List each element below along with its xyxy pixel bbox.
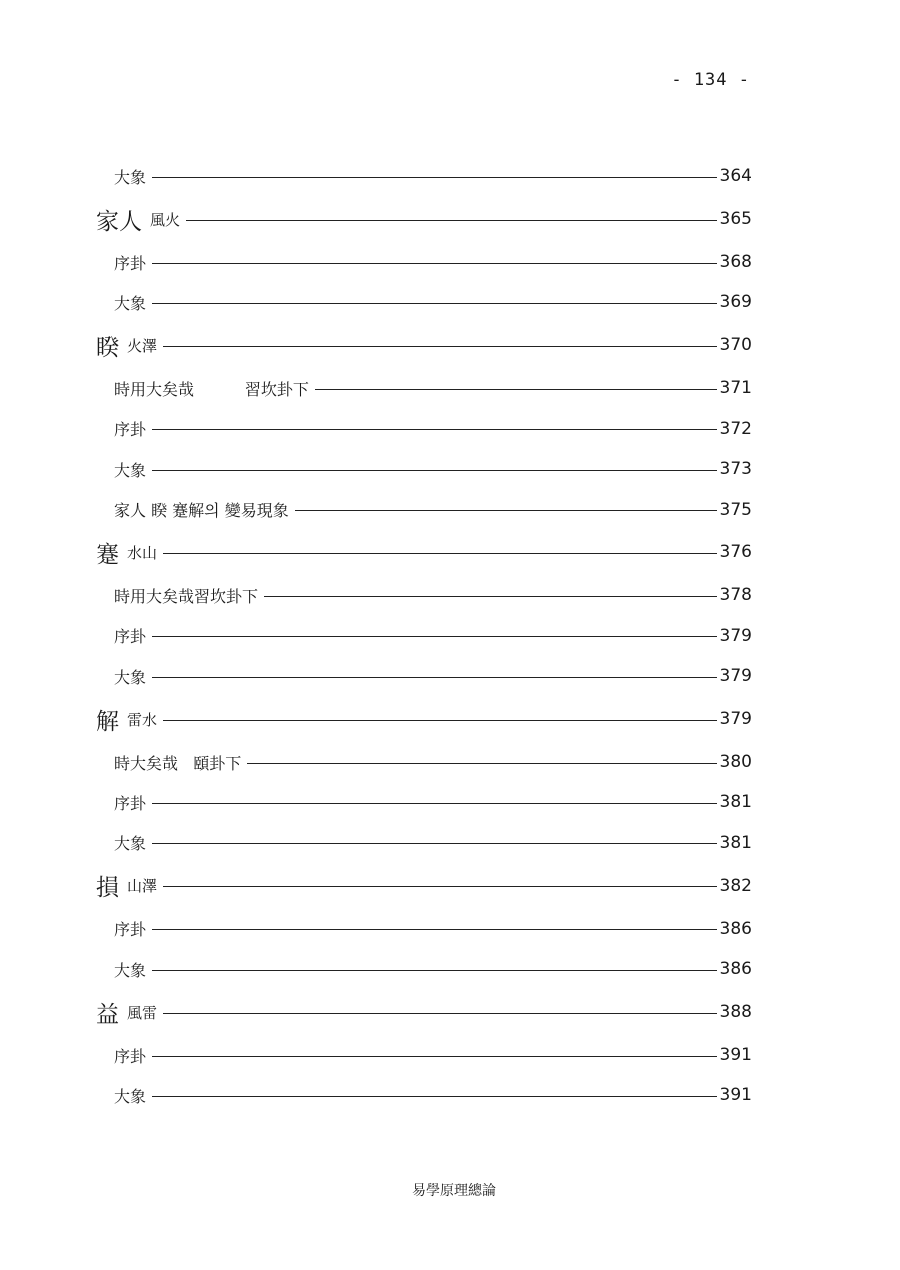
toc-hexagram-entry[interactable] <box>96 863 752 909</box>
page-ref: 378 <box>719 585 752 606</box>
entry-label: 序卦 <box>114 253 147 273</box>
hexagram-name: 睽 <box>96 334 119 361</box>
page-ref: 372 <box>719 418 752 439</box>
entry-label: 序卦 <box>114 793 147 813</box>
hexagram-trigrams: 水山 <box>127 543 158 562</box>
toc-entry[interactable] <box>96 782 752 822</box>
entry-label: 序卦 <box>114 920 147 940</box>
dotted-leader <box>152 1056 717 1057</box>
page-ref: 379 <box>719 709 752 730</box>
dotted-leader <box>152 303 717 304</box>
entry-label: 大象 <box>114 293 147 313</box>
dotted-leader <box>152 429 717 430</box>
page-ref: 379 <box>719 666 752 687</box>
entry-label: 序卦 <box>114 1046 147 1066</box>
page-ref: 376 <box>719 542 752 563</box>
dotted-leader <box>152 263 717 264</box>
page-ref: 369 <box>719 292 752 313</box>
hexagram-trigrams: 風火 <box>150 210 181 229</box>
table-of-contents <box>96 156 752 1116</box>
dotted-leader <box>152 1096 717 1097</box>
page-ref: 373 <box>719 459 752 480</box>
toc-entry[interactable] <box>96 575 752 615</box>
dotted-leader <box>152 929 717 930</box>
entry-label: 時用大矣哉習坎卦下 <box>114 586 259 606</box>
toc-entry[interactable] <box>96 616 752 656</box>
page-ref: 379 <box>719 625 752 646</box>
dotted-leader <box>163 720 717 721</box>
hexagram-name: 家人 <box>96 208 142 235</box>
toc-entry[interactable] <box>96 409 752 449</box>
toc-hexagram-entry[interactable] <box>96 696 752 742</box>
page-ref: 386 <box>719 918 752 939</box>
toc-entry[interactable] <box>96 368 752 408</box>
page-ref: 364 <box>719 166 752 187</box>
toc-entry[interactable] <box>96 1075 752 1115</box>
hexagram-trigrams: 火澤 <box>127 336 158 355</box>
page-ref: 391 <box>719 1085 752 1106</box>
page-ref: 371 <box>719 378 752 399</box>
hexagram-trigrams: 風雷 <box>127 1003 158 1022</box>
dotted-leader <box>264 596 717 597</box>
hexagram-name: 損 <box>96 875 119 902</box>
toc-hexagram-entry[interactable] <box>96 323 752 369</box>
page-ref: 388 <box>719 1002 752 1023</box>
dotted-leader <box>163 1013 717 1014</box>
toc-entry[interactable] <box>96 489 752 529</box>
entry-label: 家人 睽 蹇解의 變易現象 <box>114 501 289 521</box>
toc-entry[interactable] <box>96 823 752 863</box>
dotted-leader <box>315 389 717 390</box>
page-ref: 375 <box>719 499 752 520</box>
toc-hexagram-entry[interactable] <box>96 989 752 1035</box>
hexagram-name: 益 <box>96 1001 119 1028</box>
entry-label: 大象 <box>114 460 147 480</box>
entry-label: 大象 <box>114 834 147 854</box>
hexagram-trigrams: 山澤 <box>127 877 158 896</box>
page-ref: 381 <box>719 792 752 813</box>
toc-hexagram-entry[interactable] <box>96 196 752 242</box>
dotted-leader <box>152 803 717 804</box>
page-ref: 386 <box>719 959 752 980</box>
entry-label: 大象 <box>114 960 147 980</box>
page-number: - 134 - <box>671 70 750 90</box>
dotted-leader <box>152 636 717 637</box>
hexagram-trigrams: 雷水 <box>127 710 158 729</box>
toc-hexagram-entry[interactable] <box>96 530 752 576</box>
toc-entry[interactable] <box>96 282 752 322</box>
toc-entry[interactable] <box>96 742 752 782</box>
page-ref: 368 <box>719 252 752 273</box>
entry-label: 時用大矣哉 習坎卦下 <box>114 379 309 399</box>
dotted-leader <box>295 510 717 511</box>
page-ref: 382 <box>719 875 752 896</box>
dotted-leader <box>152 843 717 844</box>
dotted-leader <box>163 346 717 347</box>
page-ref: 365 <box>719 209 752 230</box>
toc-entry[interactable] <box>96 949 752 989</box>
page-ref: 370 <box>719 335 752 356</box>
dotted-leader <box>186 220 717 221</box>
dotted-leader <box>152 470 717 471</box>
book-title-footer: 易學原理總論 <box>412 1183 496 1199</box>
toc-entry[interactable] <box>96 449 752 489</box>
hexagram-name: 解 <box>96 708 119 735</box>
entry-label: 序卦 <box>114 627 147 647</box>
entry-label: 時大矣哉 頤卦下 <box>114 753 242 773</box>
dotted-leader <box>163 886 717 887</box>
page-ref: 380 <box>719 752 752 773</box>
page-ref: 381 <box>719 832 752 853</box>
entry-label: 大象 <box>114 1086 147 1106</box>
dotted-leader <box>152 177 717 178</box>
toc-entry[interactable] <box>96 909 752 949</box>
dotted-leader <box>152 677 717 678</box>
toc-entry[interactable] <box>96 242 752 282</box>
entry-label: 大象 <box>114 667 147 687</box>
toc-entry[interactable] <box>96 156 752 196</box>
hexagram-name: 蹇 <box>96 541 119 568</box>
toc-entry[interactable] <box>96 1035 752 1075</box>
dotted-leader <box>163 553 717 554</box>
dotted-leader <box>247 763 717 764</box>
toc-entry[interactable] <box>96 656 752 696</box>
page-ref: 391 <box>719 1045 752 1066</box>
dotted-leader <box>152 970 717 971</box>
entry-label: 序卦 <box>114 420 147 440</box>
entry-label: 大象 <box>114 167 147 187</box>
